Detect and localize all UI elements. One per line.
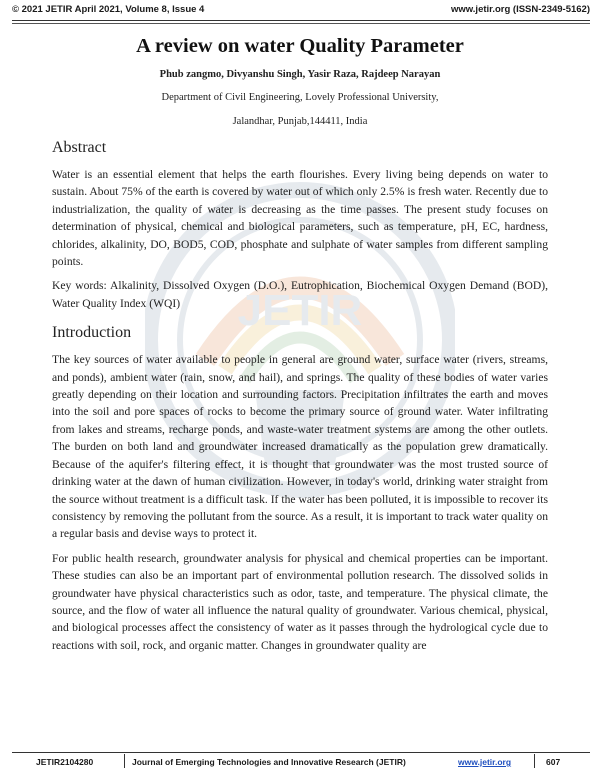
watermark-text: JETIR	[237, 286, 363, 335]
header-rule	[12, 20, 590, 21]
footer-journal-name: Journal of Emerging Technologies and Innovative Research (JETIR)	[132, 757, 406, 767]
page-number: 607	[546, 757, 561, 767]
header-website-issn: www.jetir.org (ISSN-2349-5162)	[450, 4, 590, 15]
abstract-heading: Abstract	[52, 139, 107, 156]
keywords: Key words: Alkalinity, Dissolved Oxygen (D.O.), Eutrophication, Biochemical Oxygen Demand (BOD), Water Quality Index (WQI)	[52, 279, 548, 310]
header-copyright: © 2021 JETIR April 2021, Volume 8, Issue 4	[12, 4, 205, 15]
footer-paper-id: JETIR2104280	[36, 757, 94, 767]
running-footer	[12, 752, 590, 771]
paper-title: A review on water Quality Parameter	[136, 35, 464, 57]
abstract-text: Water is an essential element that helps the earth flourishes. Every living being depends on water to sustain. About 75% of the earth is covered by water out of which only 2.5% is fresh water. Recently due to industrialization, the quality of water is decreasing as the time passes. The present study focuses on determination of physical, chemical and biological parameters, such as temperature, pH, EC, hardness, chlorides, alkalinity, DO, BOD5, COD, phosphate and sulphate of water samples from different sampling points.	[52, 168, 548, 269]
header-rule-thin	[12, 23, 590, 24]
introduction-paragraph-1: The key sources of water available to people in general are ground water, surface water (rivers, streams, and ponds), ambient water (rain, snow, and hail), and springs. The quality of these bodies of water varies greatly depending on their location and surrounding factors. Precipitation infiltrates the earth and moves into the soil and pore spaces of rocks to become the primary source of ground water. Water infiltrating from lakes and streams, recharge ponds, and waste-water treatment systems are among the other outlets. The burden on both land and groundwater increased dramatically as the population grew dramatically. Because of the aquifer's filtering effect, it is thought that groundwater was the most trusted source of drinking water at the dawn of human civilization. However, in today's world, drinking water straight from the source without treatment is a difficult task. If the water has been polluted, it is impossible to recover its consistency by removing the pollutant from the source. As a result, it is important to track water quality on a regular basis and devise ways to protect it.	[52, 353, 548, 541]
footer-website-link[interactable]: www.jetir.org	[458, 757, 512, 767]
affiliation-line-1: Department of Civil Engineering, Lovely Professional University,	[161, 92, 439, 103]
introduction-heading: Introduction	[52, 324, 132, 342]
introduction-paragraph-2: For public health research, groundwater analysis for physical and chemical properties can be important. These studies can also be an important part of environmental pollution research. The dissolved solids in groundwater have physical characteristics such as odor, taste, and temperature. The physical climate, the source, and the flow of water all influence the natural quality of groundwater. Various chemical, physical, and biological processes affect the consistency of water as it passes through the hydrological cycle due to reactions with soil, rock, and organic matter. Changes in groundwater quality are	[52, 551, 548, 652]
author-list: Phub zangmo, Divyanshu Singh, Yasir Raza, Rajdeep Narayan	[159, 69, 441, 80]
affiliation-line-2: Jalandhar, Punjab,144411, India	[232, 116, 368, 127]
page-content	[52, 30, 548, 661]
footer-divider	[534, 754, 535, 768]
running-header	[12, 4, 590, 18]
footer-divider	[124, 754, 125, 768]
